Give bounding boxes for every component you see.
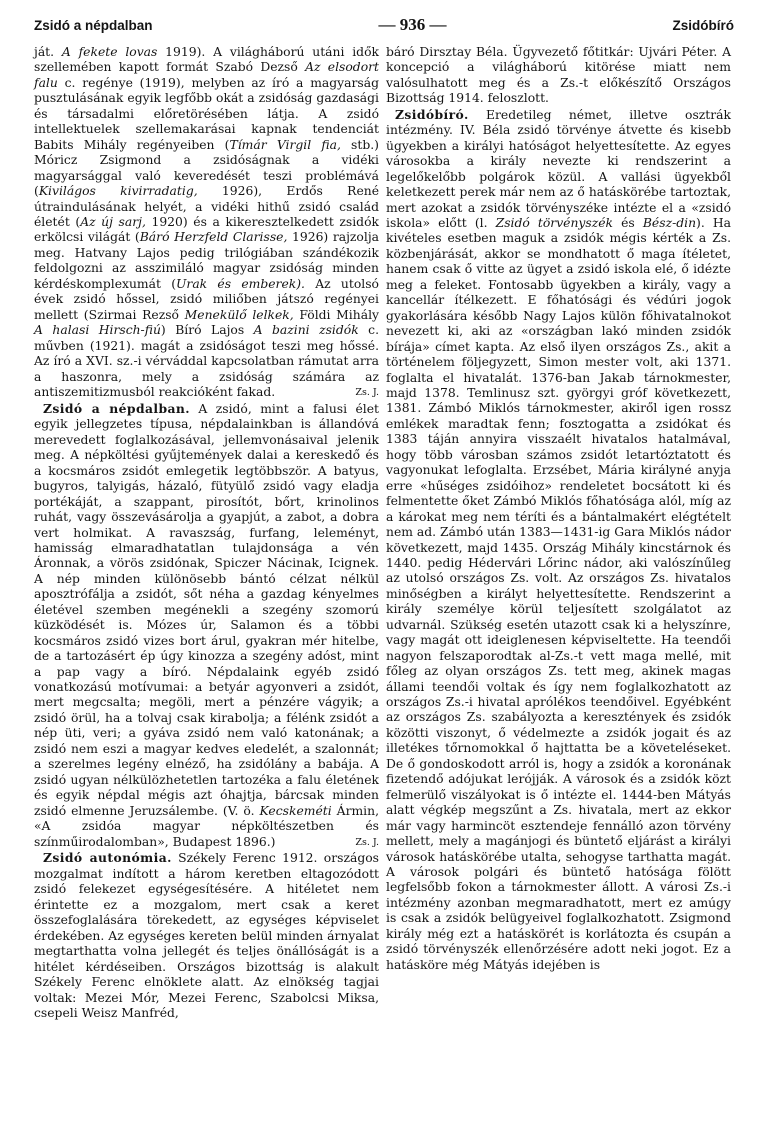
entry-headword: Zsidó a népdalban.: [43, 400, 190, 416]
text-run: Az utolsó évek zsidó hőssel, zsidó miliőben játszó regényei mellett (Szirmai Rezső: [34, 276, 379, 322]
italic-title: Az elsodort falu: [34, 60, 379, 90]
italic-title: Tímár Virgil fia,: [229, 137, 341, 152]
text-run: és: [613, 215, 643, 230]
italic-name: Kecskeméti: [259, 803, 332, 818]
header-right-title: Zsidóbíró: [672, 17, 734, 33]
text-run: c. művben (1921). magát a zsidóságot teszi meg hőssé. Az író a XVI. sz.-i vérváddal kapcsolatban rámutat arra a haszonra, mely a zsidóság számára az antiszemitizmusból reakcióként fakad.: [34, 323, 380, 399]
entry-zsido-autonomia: [34, 850, 379, 1021]
italic-title: Az új sarj,: [80, 214, 146, 229]
text-run: 1926), Erdős René útraindulásának helyét, a vidéki hithű zsidó család életét (: [34, 184, 379, 229]
text-run: Ármin, «A zsidóa magyar népköltészetben és színműirodalomban», Budapest 1896.): [34, 803, 379, 849]
text-run: Eredetileg német, illetve osztrák intézmény. IV. Béla zsidó törvénye átvette és kisebb ügyekben a királyi hatóságot helyettesítette. Az egyes városokba a király nevezte ki rendszerint a legelőkelőbb polgárok közül. A vallási ügyekből keletkezett perek már nem az ő hatáskörébe tartoztak, mert azokat a zsidók törvényszéke intézte el a «zsidó iskola» előtt (l.: [386, 107, 731, 230]
entry-zsido-a-nepdalban: [34, 401, 379, 850]
entry-headword: Zsidó autonómia.: [43, 850, 172, 866]
text-run: báró Dirsztay Béla. Ügyvezető főtitkár: Ujvári Péter. A koncepció a világháború kitörése miatt nem valósulhatott meg és a Zs.-t előkészítő Országos Bizottság 1914. feloszlott.: [386, 45, 731, 106]
italic-title: Báró Herzfeld Clarisse,: [139, 230, 288, 245]
entry-continuation-literature: [34, 45, 379, 400]
page-number: — 936 —: [378, 15, 447, 34]
italic-title: Menekülő lelkek,: [184, 307, 294, 322]
header-left-title: Zsidó a népdalban: [34, 17, 153, 33]
text-run: Földi Mihály: [293, 307, 379, 322]
italic-title: Kivilágos kivirradatig,: [38, 184, 198, 199]
text-run: ). Ha kivételes esetben maguk a zsidók mégis kérték a Zs. közbenjárását, akkor se mondhatott ő maga ítéletet, hanem csak ő vitte az ügyet a zsidó iskola elé, ő idézte meg a feleket. Fontosabb ügyekben a király, vagy a kancellár ítélkezett. E főhatósági és védúri jogok gyakorlására később Nagy Lajos külön főhivatalnokot nevezett ki, aki az «országban lakó minden zsidók bírája» címet kapta. Az első ilyen országos Zs., akit a történelem följegyzett, Simon mester volt, aki 1371. foglalta el hivatalát. 1376-ban Jakab tárnokmester, majd 1378. Temlinusz szt. györgyi gróf következett, 1381. Zámbó Miklós tárnokmester, akiről igen rossz emlékek maradtak fenn; fosztogatta a zsidókat és 1383 táján annyira visszaélt hivatalos hatalmával, hogy több városban számos zsidót letartóztatott és vagyonukat lefoglalta. Erzsébet, Mária királyné anyja erre «hűséges zsidóihoz» rendeletet bocsátott ki és felmentette őket Zámbó Miklós főhatósága alól, míg az a károkat meg nem téríti és a bántalmakért elégtételt nem ad. Zámbó után 1383—1431-ig Gara Miklós nádor következett, majd 1435. Ország Mihály kincstárnok és 1440. pedig Hédervári Lőrinc nádor, aki valószínűleg az utolsó országos Zs. volt. Az országos Zs. hivatalos minőségben a királyt helyettesítette. Rendszerint a király személye körül teljesített szolgálatot az udvarnál. Szükség esetén utazott csak ki a helyszínre, vagy magát ott ideiglenesen képviseltette. Ha teendői nagyon felszaporodtak al-Zs.-t vett maga mellé, mit főleg az olyan országos Zs. tett meg, akinek magas állami teendői voltak és így nem foglalkozhatott az országos Zs.-i hivatal aprólékos teendőivel. Egyébként az országos Zs. szabályozta a keresztények és zsidók közötti viszonyt, ő védelmezte a zsidók jogait és az illetékes tőrnomokkal ő hajttatta be a követeléseket. De ő gondoskodott arról is, hogy a zsidók a koronának fizetendő adójukat lerójják. A városok és a zsidók közt felmerülő viszályokat is ő intézte el. 1444-ben Mátyás alatt végkép megszűnt a Zs. hivatala, mert az ekkor már vagy harmincöt esztendeje fennálló azon törvény mellett, mely a magánjogi és büntető eljárást a királyi városok hatáskörébe utalta, sehogyse tarthatta magát. A városok polgári és büntető hatósága fölött legfelsőbb fokon a tárnokmester állott. A városi Zs.-i intézmény azonban megmaradhatott, mert ez amúgy is csak a zsidók belügyeivel foglalkozhatott. Zsigmond király még ezt a hatáskörét is korlátozta és csupán a zsidó törvényszék ellenőrzésére adott neki jogot. Ez a hatásköre még Mátyás idejében is: [386, 215, 731, 972]
italic-title: Urak és emberek).: [176, 276, 305, 291]
cross-reference: Bész-din: [642, 215, 697, 230]
text-run: Székely Ferenc 1912. országos mozgalmat indított a három keretben eltagozódott zsidó felekezet egységesítésére. A hitéletet nem érintette ez a mozgalom, mert csak a keret összefoglalására törekedett, az egységes képviselet érdekében. Az egységes kereten belül minden árnyalat megtarthatta volna jellegét és teljes önállóságát is a hitélet kérdéseiben. Országos bizottság is alakult Székely Ferenc elnöklete alatt. Az elnökség tagjai voltak: Mezei Mór, Mezei Ferenc, Szabolcsi Miksa, csepeli Weisz Manfréd,: [34, 851, 380, 1020]
italic-title: A bazini zsidók: [253, 323, 359, 338]
running-header: [34, 14, 734, 36]
text-run: c. regénye (1919), melyben az író a magyarság pusztulásának egyik legfőbb okát a zsidóság gazdasági és társadalmi előretörésében látja. A zsidó intellektuelek szellemakarásai kapnak tendenciát Babits Mihály regényeiben (: [34, 75, 379, 152]
right-column: [386, 45, 731, 973]
text-run: 1919). A világháború utáni idők szellemében kapott formát Szabó Dezső: [34, 45, 379, 75]
author-signature: Zs. J.: [355, 387, 379, 399]
text-run: 1920) és a kikeresztelkedett zsidók erkölcsi világát (: [34, 214, 379, 245]
cross-reference: Zsidó törvényszék: [495, 215, 614, 230]
entry-zsidobiro: [386, 107, 731, 973]
entry-headword: Zsidóbíró.: [395, 106, 469, 122]
text-run: 1926) rajzolja meg. Hatvany Lajos pedig trilógiában szándékozik feldolgozni az asszimiláló magyar zsidóság minden kérdéskomplexumát (: [34, 230, 379, 291]
text-run: ját.: [34, 45, 62, 59]
entry-continuation-autonomia: [386, 45, 731, 107]
text-run: ) Bíró Lajos: [160, 323, 254, 338]
text-run: stb.) Móricz Zsigmond a zsidóságnak a vidéki magyarsággal való keveredését teszi problémává (: [34, 137, 379, 199]
author-signature: Zs. J.: [355, 837, 379, 849]
italic-title: A fekete lovas: [61, 45, 158, 59]
italic-title: A halasi Hirsch-fiú: [34, 323, 161, 338]
text-run: A zsidó, mint a falusi élet egyik jellegzetes típusa, népdalainkban is állandóvá merevedett foglalkozásával, jellemvonásaival jelenik meg. A népköltési gyűjtemények dalai a kereskedő és a kocsmáros zsidót emlegetik legtöbbször. A batyus, bugyros, talyigás, házaló, fütyülő zsidó vagy eladja portékáját, a szappant, pirosítót, bőrt, krinolinos ruhát, vagy összevásárolja a gyapjút, a zabot, a dobra vert holmikat. A ravaszság, furfang, leleményt, hamisság elmaradhatatlan tulajdonsága a vén Áronnak, a vörös zsidónak, Spiczer Nácinak, Icignek. A nép minden különösebb bántó célzat nélkül aposztrófálja a zsidót, sőt néha a gazdag kényelmes életével szemben megénekli a szegény szomorú küzködését is. Mózes úr, Salamon és a többi kocsmáros zsidó vizes bort árul, gyakran mér hitelbe, de a tartozásért ép úgy kinozza a szegény adóst, mint a pap vagy a bíró. Népdalaink egyéb zsidó vonatkozású motívumai: a betyár agyonveri a zsidót, mert megcsalta; megöli, mert a pénzére vágyik; a zsidó örül, ha a tolvaj csak kirabolja; a félénk zsidót a nép üti, veri; a gyáva zsidó nem való katonának; a zsidó nem eszi a magyar kedves eledelét, a szalonnát; a szerelmes legény elnéző, ha zsidólány a babája. A zsidó ugyan nélkülözhetetlen tartozéka a falu életének és egyik népdal mégis azt óhajtja, bárcsak minden zsidó elmenne Jeruzsálembe. (V. ö.: [34, 401, 379, 818]
left-column: [34, 45, 379, 1021]
